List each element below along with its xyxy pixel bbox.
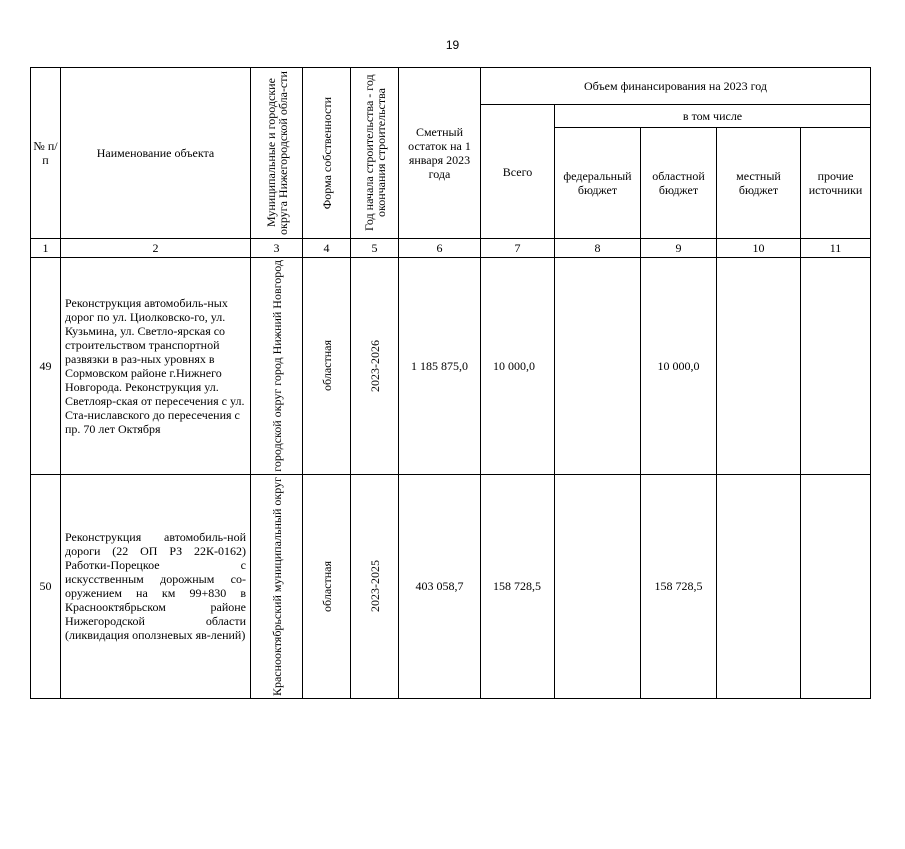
table-row bbox=[31, 258, 871, 475]
regional-value: 10 000,0 bbox=[641, 258, 717, 475]
federal-value bbox=[555, 474, 641, 698]
district-cell bbox=[251, 474, 303, 698]
years-cell bbox=[351, 474, 399, 698]
header-col-5-text: Год начала строительства - год окончания строительства bbox=[361, 74, 388, 232]
header-col-4-text: Форма собственности bbox=[319, 96, 334, 210]
header-col-8: федеральный бюджет bbox=[555, 128, 641, 239]
column-number: 2 bbox=[61, 239, 251, 258]
years-text: 2023-2026 bbox=[367, 339, 382, 392]
other-value bbox=[801, 474, 871, 698]
object-name: Реконструкция автомобиль-ных дорог по ул. Циолковско-го, ул. Кузьмина, ул. Светло-ярская со строительством транспортной развязки в раз-ных уровнях в Сормовском районе г.Нижнего Новгорода. Реконструкция ул. Светлояр-ская от пересечения с ул. Ста-ниславского до пересечения с пр. 70 лет Октября bbox=[61, 258, 251, 475]
row-number: 50 bbox=[31, 474, 61, 698]
header-funding: Объем финансирования на 2023 год bbox=[481, 68, 871, 105]
local-value bbox=[717, 474, 801, 698]
ownership-cell bbox=[303, 258, 351, 475]
column-number: 11 bbox=[801, 239, 871, 258]
ownership-text: областная bbox=[319, 340, 334, 392]
federal-value bbox=[555, 258, 641, 475]
header-col-3 bbox=[251, 68, 303, 239]
financing-table bbox=[30, 67, 871, 699]
local-value bbox=[717, 258, 801, 475]
column-number: 3 bbox=[251, 239, 303, 258]
estimate-value: 403 058,7 bbox=[399, 474, 481, 698]
years-cell bbox=[351, 258, 399, 475]
header-col-7: Всего bbox=[481, 105, 555, 239]
ownership-cell bbox=[303, 474, 351, 698]
years-text: 2023-2025 bbox=[367, 560, 382, 613]
other-value bbox=[801, 258, 871, 475]
column-number: 4 bbox=[303, 239, 351, 258]
header-col-4 bbox=[303, 68, 351, 239]
district-text: городской округ город Нижний Новгород bbox=[269, 260, 284, 472]
district-text: Краснооктябрьский муниципальный округ bbox=[269, 476, 284, 696]
column-numbers-row bbox=[31, 239, 871, 258]
row-number: 49 bbox=[31, 258, 61, 475]
regional-value: 158 728,5 bbox=[641, 474, 717, 698]
header-col-2: Наименование объекта bbox=[61, 68, 251, 239]
header-row-1 bbox=[31, 68, 871, 105]
ownership-text: областная bbox=[319, 560, 334, 612]
header-col-5 bbox=[351, 68, 399, 239]
estimate-value: 1 185 875,0 bbox=[399, 258, 481, 475]
column-number: 6 bbox=[399, 239, 481, 258]
column-number: 9 bbox=[641, 239, 717, 258]
column-number: 10 bbox=[717, 239, 801, 258]
header-col-11: прочие источники bbox=[801, 128, 871, 239]
column-number: 5 bbox=[351, 239, 399, 258]
header-col-10: местный бюджет bbox=[717, 128, 801, 239]
district-cell bbox=[251, 258, 303, 475]
total-value: 10 000,0 bbox=[481, 258, 555, 475]
header-col-6: Сметный остаток на 1 января 2023 года bbox=[399, 68, 481, 239]
table-row bbox=[31, 474, 871, 698]
column-number: 1 bbox=[31, 239, 61, 258]
header-incl: в том числе bbox=[555, 105, 871, 128]
header-col-3-text: Муниципальные и городские округа Нижегородской обла-сти bbox=[263, 71, 290, 235]
page-number: 19 bbox=[445, 38, 460, 52]
column-number: 8 bbox=[555, 239, 641, 258]
header-col-1: № п/п bbox=[31, 68, 61, 239]
column-number: 7 bbox=[481, 239, 555, 258]
object-name: Реконструкция автомобиль-ной дороги (22 ОП РЗ 22К-0162) Работки-Порецкое с искусственным дорожным со-оружением на км 99+830 в Краснооктябрьском районе Нижегородской области (ликвидация оползневых яв-лений) bbox=[61, 474, 251, 698]
total-value: 158 728,5 bbox=[481, 474, 555, 698]
header-col-9: областной бюджет bbox=[641, 128, 717, 239]
